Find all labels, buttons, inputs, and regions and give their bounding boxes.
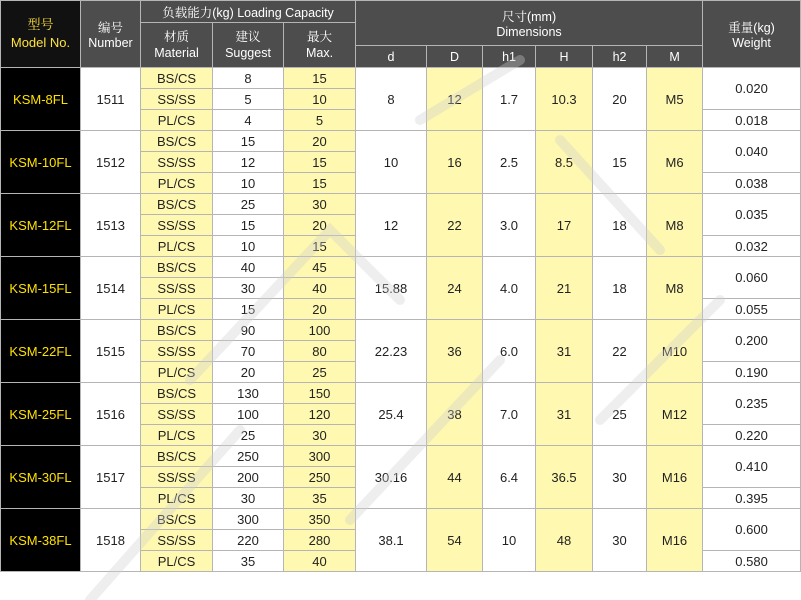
weight-cell: 0.035 xyxy=(703,194,801,236)
dim-H-cell: 21 xyxy=(536,257,593,320)
dim-d-cell: 38.1 xyxy=(356,509,427,572)
number-header-cn: 编号 xyxy=(97,21,123,35)
model-cell: KSM-12FL xyxy=(1,194,81,257)
suggest-cell: 25 xyxy=(213,194,284,215)
table-row xyxy=(1,68,801,89)
load-header: 负载能力(kg) Loading Capacity xyxy=(141,1,356,23)
material-cell: SS/SS xyxy=(141,467,213,488)
weight-cell: 0.020 xyxy=(703,68,801,110)
max-cell: 150 xyxy=(284,383,356,404)
max-cell: 20 xyxy=(284,215,356,236)
max-cell: 120 xyxy=(284,404,356,425)
max-cell: 10 xyxy=(284,89,356,110)
material-cell: BS/CS xyxy=(141,194,213,215)
dim-d-cell: 22.23 xyxy=(356,320,427,383)
dim-d-cell: 25.4 xyxy=(356,383,427,446)
number-cell: 1511 xyxy=(81,68,141,131)
dimensions-header-en: Dimensions xyxy=(496,25,562,39)
max-cell: 15 xyxy=(284,152,356,173)
model-cell: KSM-15FL xyxy=(1,257,81,320)
dim-H-cell: 10.3 xyxy=(536,68,593,131)
suggest-header-en: Suggest xyxy=(225,46,271,60)
max-cell: 280 xyxy=(284,530,356,551)
number-header xyxy=(81,1,141,68)
dim-h2-cell: 30 xyxy=(593,446,647,509)
dim-h2-cell: 20 xyxy=(593,68,647,131)
table-row xyxy=(1,194,801,215)
dim-d-cell: 10 xyxy=(356,131,427,194)
dim-D-cell: 54 xyxy=(427,509,483,572)
dimensions-header-cn: 尺寸(mm) xyxy=(501,10,557,24)
dim-H-cell: 36.5 xyxy=(536,446,593,509)
max-cell: 40 xyxy=(284,551,356,572)
dim-h1-cell: 2.5 xyxy=(483,131,536,194)
suggest-header xyxy=(213,23,284,68)
dim-M-cell: M12 xyxy=(647,383,703,446)
dim-d-cell: 15.88 xyxy=(356,257,427,320)
number-cell: 1518 xyxy=(81,509,141,572)
material-cell: SS/SS xyxy=(141,215,213,236)
suggest-cell: 10 xyxy=(213,173,284,194)
dim-D-cell: 22 xyxy=(427,194,483,257)
table-row xyxy=(1,509,801,530)
model-header-en: Model No. xyxy=(10,35,71,50)
dim-D-header: D xyxy=(427,46,483,68)
dim-M-cell: M16 xyxy=(647,446,703,509)
table-row xyxy=(1,131,801,152)
suggest-cell: 130 xyxy=(213,383,284,404)
table-row xyxy=(1,257,801,278)
material-cell: SS/SS xyxy=(141,152,213,173)
table-row xyxy=(1,446,801,467)
weight-cell: 0.018 xyxy=(703,110,801,131)
weight-cell: 0.600 xyxy=(703,509,801,551)
model-cell: KSM-30FL xyxy=(1,446,81,509)
weight-cell: 0.580 xyxy=(703,551,801,572)
dim-h2-cell: 18 xyxy=(593,257,647,320)
dim-h1-cell: 1.7 xyxy=(483,68,536,131)
weight-cell: 0.038 xyxy=(703,173,801,194)
table-body xyxy=(1,68,801,572)
weight-cell: 0.040 xyxy=(703,131,801,173)
suggest-cell: 30 xyxy=(213,278,284,299)
model-cell: KSM-22FL xyxy=(1,320,81,383)
dim-M-cell: M5 xyxy=(647,68,703,131)
dim-H-cell: 8.5 xyxy=(536,131,593,194)
dim-M-cell: M8 xyxy=(647,194,703,257)
suggest-cell: 15 xyxy=(213,299,284,320)
number-cell: 1514 xyxy=(81,257,141,320)
material-cell: BS/CS xyxy=(141,68,213,89)
material-header-cn: 材质 xyxy=(163,30,189,44)
max-cell: 45 xyxy=(284,257,356,278)
number-cell: 1513 xyxy=(81,194,141,257)
suggest-cell: 90 xyxy=(213,320,284,341)
suggest-cell: 200 xyxy=(213,467,284,488)
material-cell: SS/SS xyxy=(141,89,213,110)
suggest-cell: 15 xyxy=(213,215,284,236)
number-cell: 1512 xyxy=(81,131,141,194)
suggest-cell: 20 xyxy=(213,362,284,383)
dim-D-cell: 24 xyxy=(427,257,483,320)
max-cell: 30 xyxy=(284,425,356,446)
dim-M-cell: M16 xyxy=(647,509,703,572)
material-cell: PL/CS xyxy=(141,236,213,257)
suggest-cell: 35 xyxy=(213,551,284,572)
material-cell: BS/CS xyxy=(141,131,213,152)
weight-cell: 0.410 xyxy=(703,446,801,488)
max-cell: 80 xyxy=(284,341,356,362)
suggest-header-cn: 建议 xyxy=(235,30,261,44)
suggest-cell: 15 xyxy=(213,131,284,152)
weight-cell: 0.395 xyxy=(703,488,801,509)
dim-h1-cell: 6.0 xyxy=(483,320,536,383)
max-header xyxy=(284,23,356,68)
model-cell: KSM-38FL xyxy=(1,509,81,572)
table-row xyxy=(1,383,801,404)
material-cell: PL/CS xyxy=(141,551,213,572)
dim-h2-cell: 25 xyxy=(593,383,647,446)
max-cell: 15 xyxy=(284,236,356,257)
suggest-cell: 12 xyxy=(213,152,284,173)
dim-h1-cell: 7.0 xyxy=(483,383,536,446)
weight-header-en: Weight xyxy=(732,36,771,50)
dim-h1-cell: 10 xyxy=(483,509,536,572)
dim-d-cell: 8 xyxy=(356,68,427,131)
weight-cell: 0.200 xyxy=(703,320,801,362)
dim-D-cell: 16 xyxy=(427,131,483,194)
max-cell: 20 xyxy=(284,299,356,320)
dim-h2-cell: 18 xyxy=(593,194,647,257)
suggest-cell: 100 xyxy=(213,404,284,425)
suggest-cell: 220 xyxy=(213,530,284,551)
dim-H-cell: 17 xyxy=(536,194,593,257)
material-cell: SS/SS xyxy=(141,278,213,299)
weight-cell: 0.190 xyxy=(703,362,801,383)
max-cell: 25 xyxy=(284,362,356,383)
suggest-cell: 300 xyxy=(213,509,284,530)
dim-d-cell: 12 xyxy=(356,194,427,257)
dim-D-cell: 38 xyxy=(427,383,483,446)
dimensions-header xyxy=(356,1,703,46)
number-header-en: Number xyxy=(88,36,133,50)
number-cell: 1516 xyxy=(81,383,141,446)
suggest-cell: 250 xyxy=(213,446,284,467)
model-cell: KSM-8FL xyxy=(1,68,81,131)
max-header-cn: 最大 xyxy=(307,30,333,44)
max-cell: 300 xyxy=(284,446,356,467)
dim-H-header: H xyxy=(536,46,593,68)
dim-D-cell: 44 xyxy=(427,446,483,509)
model-header xyxy=(1,1,81,68)
material-cell: BS/CS xyxy=(141,509,213,530)
dim-M-cell: M10 xyxy=(647,320,703,383)
max-cell: 20 xyxy=(284,131,356,152)
dim-h1-header: h1 xyxy=(483,46,536,68)
suggest-cell: 4 xyxy=(213,110,284,131)
max-header-en: Max. xyxy=(305,46,334,60)
max-cell: 15 xyxy=(284,173,356,194)
suggest-cell: 30 xyxy=(213,488,284,509)
max-cell: 350 xyxy=(284,509,356,530)
dim-M-cell: M6 xyxy=(647,131,703,194)
max-cell: 15 xyxy=(284,68,356,89)
max-cell: 35 xyxy=(284,488,356,509)
material-header-en: Material xyxy=(154,46,199,60)
number-cell: 1517 xyxy=(81,446,141,509)
model-header-cn: 型号 xyxy=(27,17,54,32)
material-cell: PL/CS xyxy=(141,110,213,131)
weight-cell: 0.235 xyxy=(703,383,801,425)
weight-cell: 0.220 xyxy=(703,425,801,446)
dim-H-cell: 31 xyxy=(536,383,593,446)
weight-cell: 0.055 xyxy=(703,299,801,320)
weight-header-cn: 重量(kg) xyxy=(728,21,775,35)
material-cell: PL/CS xyxy=(141,299,213,320)
max-cell: 100 xyxy=(284,320,356,341)
dim-d-cell: 30.16 xyxy=(356,446,427,509)
material-cell: SS/SS xyxy=(141,404,213,425)
max-cell: 40 xyxy=(284,278,356,299)
table-row xyxy=(1,320,801,341)
material-cell: BS/CS xyxy=(141,320,213,341)
material-cell: PL/CS xyxy=(141,488,213,509)
suggest-cell: 5 xyxy=(213,89,284,110)
material-cell: BS/CS xyxy=(141,446,213,467)
material-cell: PL/CS xyxy=(141,173,213,194)
dim-h2-cell: 22 xyxy=(593,320,647,383)
dim-d-header: d xyxy=(356,46,427,68)
max-cell: 250 xyxy=(284,467,356,488)
material-cell: PL/CS xyxy=(141,362,213,383)
material-cell: PL/CS xyxy=(141,425,213,446)
dim-H-cell: 31 xyxy=(536,320,593,383)
suggest-cell: 40 xyxy=(213,257,284,278)
dim-h1-cell: 4.0 xyxy=(483,257,536,320)
dim-h2-cell: 30 xyxy=(593,509,647,572)
suggest-cell: 10 xyxy=(213,236,284,257)
dim-M-cell: M8 xyxy=(647,257,703,320)
max-cell: 5 xyxy=(284,110,356,131)
weight-cell: 0.060 xyxy=(703,257,801,299)
material-header xyxy=(141,23,213,68)
dim-M-header: M xyxy=(647,46,703,68)
material-cell: SS/SS xyxy=(141,530,213,551)
dim-h2-header: h2 xyxy=(593,46,647,68)
dim-h1-cell: 3.0 xyxy=(483,194,536,257)
suggest-cell: 70 xyxy=(213,341,284,362)
dim-h2-cell: 15 xyxy=(593,131,647,194)
suggest-cell: 25 xyxy=(213,425,284,446)
material-cell: BS/CS xyxy=(141,257,213,278)
max-cell: 30 xyxy=(284,194,356,215)
number-cell: 1515 xyxy=(81,320,141,383)
weight-cell: 0.032 xyxy=(703,236,801,257)
suggest-cell: 8 xyxy=(213,68,284,89)
dim-D-cell: 36 xyxy=(427,320,483,383)
dim-h1-cell: 6.4 xyxy=(483,446,536,509)
model-cell: KSM-25FL xyxy=(1,383,81,446)
material-cell: BS/CS xyxy=(141,383,213,404)
weight-header xyxy=(703,1,801,68)
material-cell: SS/SS xyxy=(141,341,213,362)
dim-D-cell: 12 xyxy=(427,68,483,131)
model-cell: KSM-10FL xyxy=(1,131,81,194)
dim-H-cell: 48 xyxy=(536,509,593,572)
